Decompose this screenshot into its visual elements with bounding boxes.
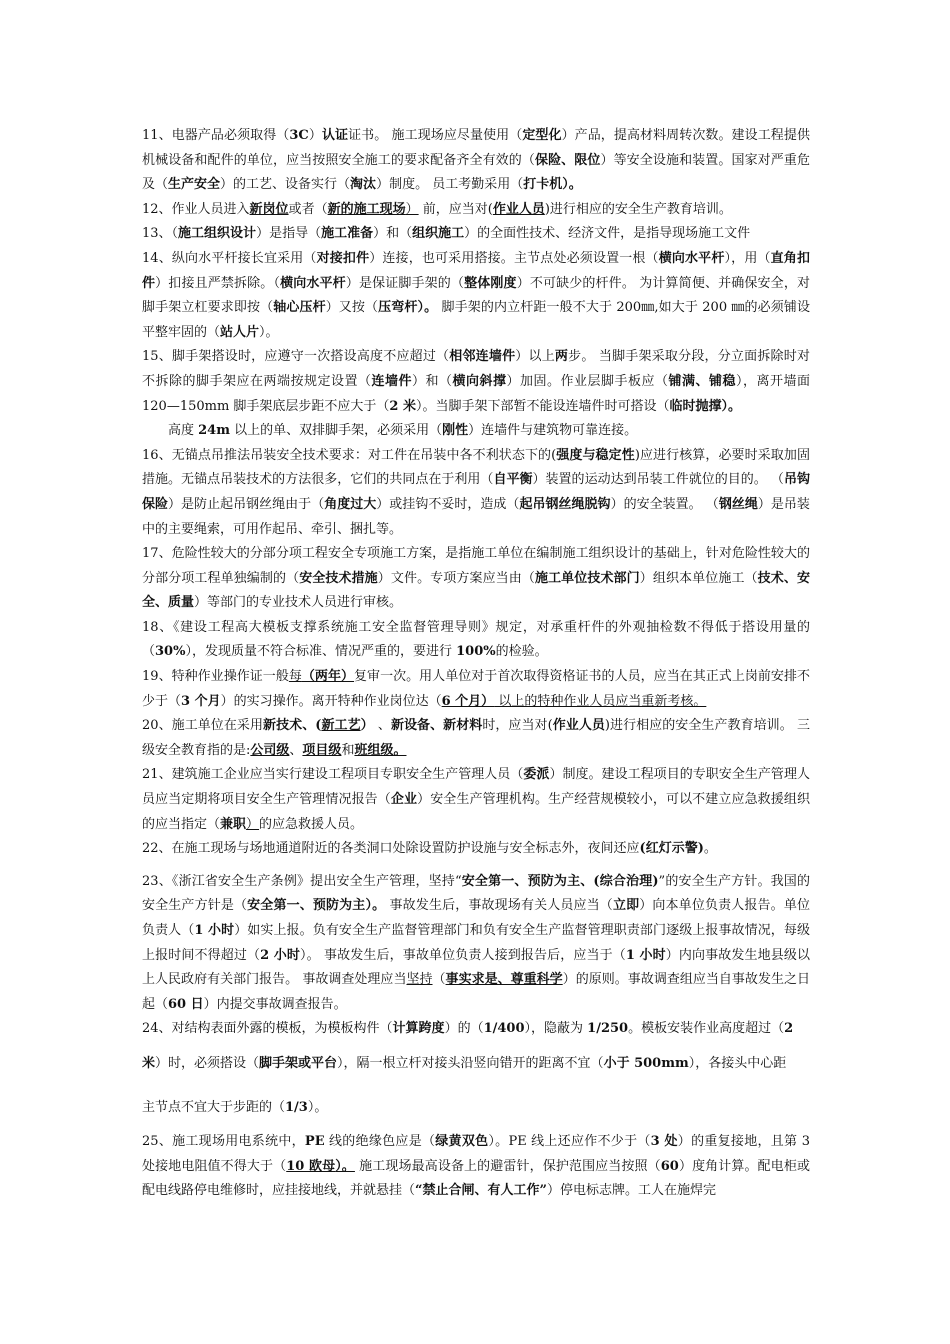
answer-text: 。: [393, 742, 407, 758]
body-text: ）和（: [373, 226, 413, 242]
answer-text: 60 日: [168, 996, 204, 1012]
body-text: 15、脚手架搭设时，应遵守一次搭设高度不应超过（: [142, 349, 450, 365]
body-text: 证书。 施工现场应尽量使用（: [348, 128, 523, 143]
body-text: ）是防止起吊钢丝绳由于（: [168, 496, 325, 512]
body-text: ）是保证脚手架的（: [345, 275, 465, 291]
body-text: ）等安全设施和装置。国家对严重危及（: [142, 152, 810, 193]
answer-text: 轴心压杆: [273, 300, 326, 316]
answer-text: 3C: [289, 128, 309, 143]
answer-text: 30%: [155, 644, 186, 660]
body-text: 坚持: [406, 972, 433, 988]
answer-text: 认证: [321, 128, 349, 143]
body-text: )进行相应的安全生产教育培训。: [544, 201, 732, 217]
body-text: ），隐蔽为: [524, 1021, 588, 1037]
body-text: ）加固。作业层脚手板应（: [506, 373, 669, 389]
paragraph-p24a: [142, 1017, 810, 1042]
body-text: 18、《建设工程高大模板支撑系统施工安全监督管理导则》规定，对承重杆件的外观抽检数不得低于搭设用量的（: [142, 619, 810, 660]
answer-text: 吊钩保险: [142, 472, 810, 512]
paragraph-p12: [142, 198, 810, 223]
body-text: ）文件。专项方案应当由（: [377, 570, 535, 586]
body-text: ），隔一根立杆对接头沿竖向错开的距离不宜（: [337, 1055, 604, 1071]
body-text: ）停电标志牌。工人在施焊完: [546, 1183, 716, 1199]
paragraph-p22: [142, 837, 810, 862]
answer-text: 横向水平杆: [280, 275, 346, 291]
body-text: 每: [288, 669, 302, 685]
body-text: ）的重复接地，且第 3 处接地电阻值不得大于（: [142, 1133, 811, 1174]
body-text: ）装置的运动达到吊装工件就位的目的。 （: [532, 472, 784, 488]
answer-text: 自平衡: [493, 472, 533, 488]
answer-text: 新岗位: [249, 201, 289, 217]
answer-text: 压弯杆: [378, 300, 418, 316]
answer-text: 新的施工现场: [327, 201, 406, 217]
answer-text: 米: [142, 1055, 156, 1071]
answer-text: 临时抛撑: [669, 398, 722, 414]
answer-text: 1/400: [483, 1021, 525, 1037]
answer-text: 公司级: [250, 742, 290, 758]
body-text: ）度角计算。配电柜或配电线路停电维修时，应挂接地线，并就悬挂（: [142, 1158, 810, 1199]
answer-text: 立即: [612, 898, 640, 914]
body-text: 17、危险性较大的分部分项工程安全专项施工方案，是指施工单位在编制施工组织设计的基础上，针对危险性较大的分部分项工程单独编制的（: [142, 546, 810, 586]
paragraph-p25: [142, 1130, 810, 1204]
answer-text: 刚性: [442, 423, 469, 439]
answer-text: 连墙件: [371, 373, 412, 389]
paragraph-p14: [142, 247, 810, 345]
body-text: 、: [373, 718, 391, 734]
answer-text: 两: [554, 349, 569, 365]
answer-text: 委派: [523, 767, 550, 783]
paragraph-p15: [142, 345, 810, 419]
body-text: （: [432, 972, 446, 988]
body-text: ）等部门的专业技术人员进行审核。: [194, 595, 403, 611]
body-text: ）连墙件与建筑物可靠连接。: [468, 423, 638, 439]
body-text: 线的绝缘色应是（: [324, 1133, 436, 1149]
body-text: ）时，必须搭设（: [155, 1055, 260, 1071]
answer-text: 铺满、铺稳: [668, 373, 736, 389]
answer-text: ）: [360, 718, 374, 734]
body-text: 和: [341, 742, 355, 758]
body-text: 的检验。: [495, 644, 548, 660]
body-text: 13、（: [142, 226, 179, 242]
body-text: ），用（: [724, 250, 771, 266]
answer-text: 新技术、(: [263, 718, 322, 734]
answer-text: ）。: [335, 1158, 355, 1174]
answer-text: 3 处: [650, 1133, 678, 1149]
answer-text: 10 欧母: [286, 1158, 336, 1174]
body-text: 19、特种作业操作证一般: [142, 669, 289, 685]
body-text: ）安全生产管理机构。生产经营规模较小，可以不建立应急救援组织的应当指定（: [142, 792, 810, 832]
body-text: ）内提交事故调查报告。: [203, 996, 347, 1012]
body-text: ），离开墙面 120—150mm 脚手架底层步距不应大于（: [142, 373, 810, 414]
body-text: )进行相应的安全生产教育培训。 三级安全教育指的是:: [142, 718, 810, 758]
paragraph-p21: [142, 763, 810, 837]
body-text: ”的安全生产方针。我国的安全生产方针是（: [142, 873, 810, 914]
body-text: 高度: [168, 423, 199, 439]
body-text: 、: [289, 742, 303, 758]
answer-text: 1 小时: [194, 923, 235, 938]
paragraph-p13: [142, 222, 810, 247]
body-text: 步。 当脚手架采取分段，分立面拆除时对不拆除的脚手架应在两端按规定设置（: [142, 349, 810, 389]
answer-text: 新设备、新材料: [390, 718, 483, 734]
answer-text: 施工单位技术部门: [534, 570, 640, 586]
body-text: 21、建筑施工企业应当实行建设工程项目专职安全生产管理人员（: [142, 767, 524, 783]
body-text: ）是吊装中的主要绳索，可用作起吊、牵引、捆扎等。: [142, 496, 810, 537]
body-text: ）连接，也可采用搭接。主节点处必须设置一根（: [369, 250, 659, 266]
paragraph-gap: [142, 862, 810, 870]
body-text: 事故发生后，事故现场有关人员应当（: [385, 898, 613, 914]
body-text: ）。PE 线上还应作不少于（: [488, 1133, 651, 1149]
answer-text: 技术、安全、质量: [142, 570, 810, 611]
answer-text: 100%: [456, 644, 496, 660]
body-text: ），发现质量不符合标准、情况严重的，要进行: [185, 644, 457, 660]
body-text: ）的实习操作。离开特种作业岗位达（: [220, 693, 442, 709]
body-text: ）。当脚手架下部暂不能设连墙件时可搭设（: [416, 398, 670, 414]
answer-text: “禁止合闸、有人工作”: [415, 1183, 547, 1199]
answer-text: PE: [304, 1133, 325, 1149]
body-text: ）。 事故发生后，事故单位负责人接到报告后，应当于（: [300, 947, 626, 963]
answer-text: 计算跨度: [392, 1021, 445, 1037]
body-text: ）。: [307, 1099, 328, 1115]
body-text: ）的原则。事故调查组应当自事故发生之日起（: [142, 972, 810, 1012]
body-text: 施工现场最高设备上的避雷针，保护范围应当按照（: [354, 1158, 661, 1174]
body-text: 24、对结构表面外露的模板，为模板构件（: [142, 1021, 393, 1037]
body-text: 25、施工现场用电系统中，: [142, 1133, 305, 1149]
answer-text: 站人片: [220, 324, 260, 340]
body-text: ）组织本单位施工（: [639, 570, 758, 586]
body-text: 20、施工单位在采用: [142, 718, 264, 734]
body-text: 前，应当对(: [418, 201, 493, 217]
answer-text: 保险、限位: [534, 152, 601, 168]
answer-text: 1/250: [587, 1021, 629, 1037]
body-text: ）又按（: [325, 300, 379, 316]
answer-text: 1/3: [285, 1099, 308, 1115]
answer-text: 定型化: [522, 128, 562, 143]
paragraph-p15b: [142, 419, 810, 444]
answer-text: 项目级: [302, 742, 342, 758]
answer-text: 2: [784, 1021, 794, 1037]
body-text: ）扣接且严禁拆除。（: [155, 275, 281, 291]
paragraph-p24b: [142, 1042, 810, 1086]
answer-text: 3 个月: [181, 693, 221, 709]
body-text: 脚手架的内立杆距一般不大于 200㎜,如大于 200 ㎜的必须铺设平整牢固的（: [142, 300, 810, 340]
answer-text: 强度与稳定性: [556, 447, 635, 463]
answer-text: 2 米: [389, 398, 416, 414]
answer-text: 安全第一、预防为主、(综合治理): [461, 873, 659, 889]
answer-text: 对接扣件: [316, 250, 370, 266]
body-text: ）产品，提高材料周转次数。建设工程提供机械设备和配件的单位，应当按照安全施工的要求配备齐全有效的（: [142, 128, 810, 168]
body-text: ）制度。建设工程项目的专职安全生产管理人员应当定期将项目安全生产管理情况报告（: [142, 767, 810, 808]
answer-text: 新工艺: [321, 718, 361, 734]
body-text: ）的安全装置。 （: [610, 496, 719, 512]
answer-text: ）。: [721, 398, 742, 414]
body-text: ）如实上报。负有安全生产监督管理部门和负有安全生产监督管理职责部门逐级上报事故情况，每级上报时间不得超过（: [142, 923, 810, 963]
body-text: ）: [308, 128, 322, 143]
body-text: ）: [246, 816, 260, 832]
paragraph-p18: [142, 616, 810, 665]
body-text: 以上的特种作业人员应当重新考核。: [494, 693, 707, 709]
answer-text: 兼职: [220, 816, 247, 832]
answer-text: 打卡机: [523, 177, 563, 193]
body-text: ）制度。 员工考勤采用（: [376, 177, 524, 193]
answer-text: 横向斜撑: [452, 373, 507, 389]
body-text: 复审一次。用人单位对于首次取得资格证书的人员，应当在其正式上岗前安排不少于（: [142, 669, 810, 709]
answer-text: 小于 500mm: [603, 1055, 689, 1071]
body-text: ）内向事故发生地县级以上人民政府有关部门报告。 事故调查处理应当: [142, 947, 810, 988]
paragraph-p23: [142, 870, 810, 1018]
answer-text: 作业人员: [552, 718, 605, 734]
body-text: 22、在施工现场与场地通道附近的各类洞口处除设置防护设施与安全标志外，夜间还应: [142, 841, 640, 857]
body-text: 12、作业人员进入: [142, 201, 250, 217]
answer-text: 相邻连墙件: [449, 349, 516, 365]
body-text: ）。: [259, 324, 279, 340]
body-text: ）的全面性技术、经济文件，是指导现场施工文件: [464, 226, 751, 242]
answer-text: (红灯示警): [639, 841, 704, 857]
body-text: 14、纵向水平杆接长宜采用（: [142, 250, 317, 266]
paragraph-p24c: [142, 1086, 810, 1130]
body-text: 以上的单、双排脚手架，必须采用（: [230, 423, 443, 439]
body-text: 主节点不宜大于步距的（: [142, 1099, 286, 1115]
answer-text: 60: [660, 1158, 679, 1174]
body-text: ）不可缺少的杆件。 为计算简便、并确保安全，对脚手架立杠要求即按（: [142, 275, 810, 316]
answer-text: 角度过大: [324, 496, 377, 512]
body-text: ）的工艺、设备实行（: [220, 177, 351, 193]
body-text: ）的（: [444, 1021, 484, 1037]
body-text: ），各接头中心距: [688, 1055, 787, 1071]
paragraph-p19: [142, 665, 810, 714]
body-text: ）和（: [411, 373, 453, 389]
answer-text: 钢丝绳: [718, 496, 758, 512]
answer-text: 6 个月）: [441, 693, 495, 709]
answer-text: 企业: [390, 792, 418, 808]
paragraph-p16: [142, 444, 810, 542]
paragraph-p17: [142, 542, 810, 616]
answer-text: 整体刚度: [464, 275, 517, 291]
answer-text: 安全技术措施: [299, 570, 378, 586]
body-text: ）或挂钩不妥时，造成（: [376, 496, 520, 512]
body-text: ）是指导（: [256, 226, 322, 242]
body-text: )应进行核算，必要时采取加固措施。无锚点吊装技术的方法很多，它们的共同点在于利用（: [142, 447, 810, 488]
answer-text: ）。: [417, 300, 438, 316]
body-text: 11、电器产品必须取得（: [142, 128, 290, 143]
body-text: 。: [703, 841, 717, 857]
body-text: 。模板安装作业高度超过（: [628, 1021, 785, 1037]
answer-text: 班组级: [354, 742, 394, 758]
answer-text: 直角扣件: [142, 250, 810, 291]
answer-text: 横向水平杆: [658, 250, 725, 266]
body-text: 16、无锚点吊推法吊装安全技术要求：对工件在吊装中各不利状态下的(: [142, 447, 557, 463]
answer-text: 脚手架或平台: [259, 1055, 338, 1071]
answer-text: ）。: [562, 177, 582, 193]
body-text: 时，应当对(: [482, 718, 553, 734]
answer-text: 施工组织设计: [178, 226, 257, 242]
answer-text: 起吊钢丝绳脱钩: [519, 496, 611, 512]
answer-text: 1 小时: [625, 947, 666, 963]
answer-text: 淘汰: [350, 177, 377, 193]
document-body: [142, 124, 810, 1204]
answer-text: 生产安全: [168, 177, 221, 193]
answer-text: （两年）: [301, 669, 355, 685]
answer-text: 安全第一、预防为主: [247, 898, 366, 914]
paragraph-p20: [142, 714, 810, 763]
answer-text: 绿黄双色: [435, 1133, 489, 1149]
answer-text: 2 小时: [260, 947, 301, 963]
body-text: ）以上: [515, 349, 555, 365]
answer-text: 事实求是、尊重科学: [445, 972, 563, 988]
answer-text: 24m: [198, 423, 230, 439]
body-text: ）向本单位负责人报告。单位负责人（: [142, 898, 810, 938]
answer-text: 组织施工: [412, 226, 465, 242]
body-text: 23、《浙江省安全生产条例》提出安全生产管理，坚持“: [142, 873, 462, 889]
body-text: 或者（: [288, 201, 328, 217]
body-text: ）: [405, 201, 419, 217]
answer-text: 作业人员: [492, 201, 545, 217]
paragraph-p11: [142, 124, 810, 198]
answer-text: ）。: [365, 898, 386, 914]
body-text: 的应急救援人员。: [259, 816, 364, 832]
answer-text: 施工准备: [321, 226, 374, 242]
